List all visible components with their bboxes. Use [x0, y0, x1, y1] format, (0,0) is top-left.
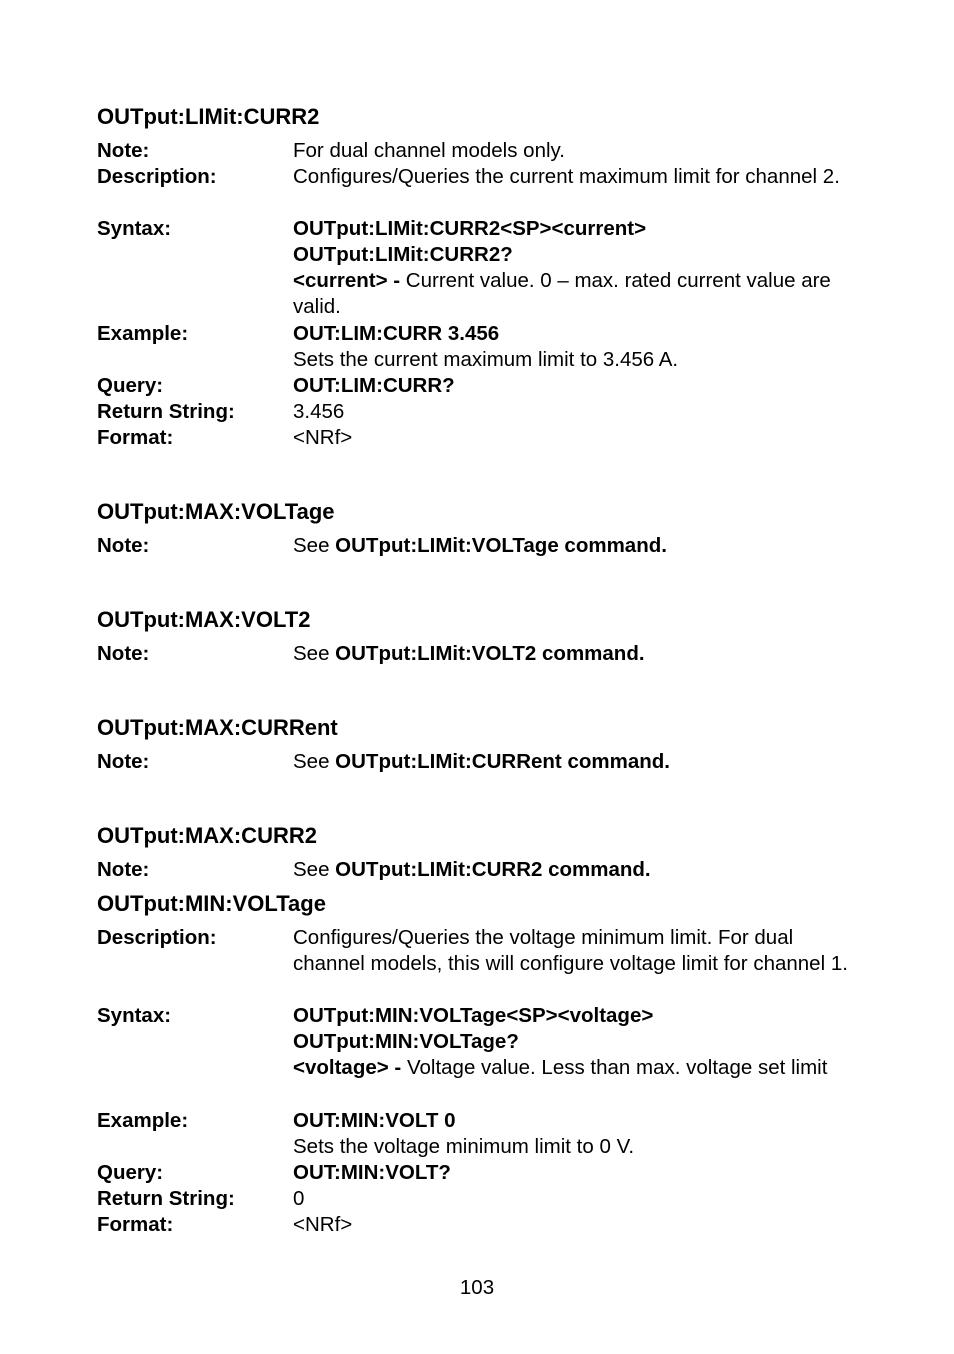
return-string-value: 3.456: [293, 400, 345, 423]
return-string-label: Return String:: [97, 400, 235, 423]
command-reference: OUTput:LIMit:VOLT2 command.: [335, 642, 645, 665]
syntax-label: Syntax:: [97, 217, 172, 240]
format-label: Format:: [97, 426, 174, 449]
example-value: [293, 1108, 867, 1160]
command-reference: OUTput:LIMit:VOLTage command.: [335, 534, 667, 557]
command-reference: OUTput:LIMit:CURRent command.: [335, 750, 670, 773]
format-value: <NRf>: [293, 426, 353, 449]
syntax-query: OUTput:LIMit:CURR2?: [293, 243, 513, 266]
example-value: [293, 321, 867, 373]
description-value: Configures/Queries the current maximum limit for channel 2.: [293, 165, 840, 188]
note-row: [97, 138, 867, 164]
see-text: See: [293, 534, 336, 557]
section-title-max-curr2: OUTput:MAX:CURR2: [97, 823, 317, 848]
note-label: Note:: [97, 534, 150, 557]
query-row: [97, 373, 867, 399]
parameter-name: <voltage> -: [293, 1056, 402, 1079]
return-string-row: [97, 1186, 867, 1212]
format-row: [97, 1212, 867, 1238]
query-row: [97, 1160, 867, 1186]
format-value: <NRf>: [293, 1213, 353, 1236]
description-label: Description:: [97, 926, 217, 949]
note-label: Note:: [97, 642, 150, 665]
syntax-query: OUTput:MIN:VOLTage?: [293, 1030, 519, 1053]
section-title-max-current: OUTput:MAX:CURRent: [97, 715, 338, 740]
note-row: [97, 749, 867, 775]
note-row: [97, 641, 867, 667]
format-label: Format:: [97, 1213, 174, 1236]
query-value: OUT:LIM:CURR?: [293, 374, 455, 397]
query-value: OUT:MIN:VOLT?: [293, 1161, 451, 1184]
note-value: [293, 641, 867, 667]
section-title-min-voltage: OUTput:MIN:VOLTage: [97, 891, 326, 916]
return-string-label: Return String:: [97, 1187, 235, 1210]
parameter-text: Current value. 0 – max. rated current value are valid.: [293, 269, 831, 318]
syntax-set: OUTput:LIMit:CURR2<SP><current>: [293, 217, 647, 240]
command-reference: OUTput:LIMit:CURR2 command.: [335, 858, 651, 881]
section-title-limit-curr2: OUTput:LIMit:CURR2: [97, 104, 320, 129]
example-command: OUT:LIM:CURR 3.456: [293, 322, 500, 345]
note-value: For dual channel models only.: [293, 139, 565, 162]
syntax-row: [97, 216, 867, 320]
parameter-description: [293, 1055, 867, 1081]
example-description: Sets the current maximum limit to 3.456 A.: [293, 348, 679, 371]
parameter-name: <current> -: [293, 269, 401, 292]
note-label: Note:: [97, 858, 150, 881]
query-label: Query:: [97, 374, 164, 397]
note-value: [293, 533, 867, 559]
syntax-set: OUTput:MIN:VOLTage<SP><voltage>: [293, 1004, 654, 1027]
section-title-max-volt2: OUTput:MAX:VOLT2: [97, 607, 311, 632]
return-string-value: 0: [293, 1187, 305, 1210]
example-label: Example:: [97, 322, 189, 345]
return-string-row: [97, 399, 867, 425]
example-command: OUT:MIN:VOLT 0: [293, 1109, 456, 1132]
note-label: Note:: [97, 139, 150, 162]
section-title-max-voltage: OUTput:MAX:VOLTage: [97, 499, 335, 524]
example-row: [97, 1108, 867, 1160]
see-text: See: [293, 750, 336, 773]
syntax-value: [293, 1003, 867, 1081]
example-label: Example:: [97, 1109, 189, 1132]
parameter-description: [293, 268, 867, 320]
description-row: [97, 164, 867, 190]
parameter-text: Voltage value. Less than max. voltage set limit: [401, 1056, 828, 1079]
note-value: [293, 749, 867, 775]
note-label: Note:: [97, 750, 150, 773]
example-description: Sets the voltage minimum limit to 0 V.: [293, 1135, 635, 1158]
note-row: [97, 857, 867, 883]
syntax-row: [97, 1003, 867, 1081]
see-text: See: [293, 642, 336, 665]
syntax-label: Syntax:: [97, 1004, 172, 1027]
note-value: [293, 857, 867, 883]
syntax-value: [293, 216, 867, 320]
format-row: [97, 425, 867, 451]
page-number: 103: [459, 1276, 495, 1299]
query-label: Query:: [97, 1161, 164, 1184]
description-label: Description:: [97, 165, 217, 188]
description-row: [97, 925, 867, 977]
note-row: [97, 533, 867, 559]
example-row: [97, 321, 867, 373]
see-text: See: [293, 858, 336, 881]
description-value: Configures/Queries the voltage minimum limit. For dual channel models, this will configure voltage limit for channel 1.: [293, 926, 848, 975]
